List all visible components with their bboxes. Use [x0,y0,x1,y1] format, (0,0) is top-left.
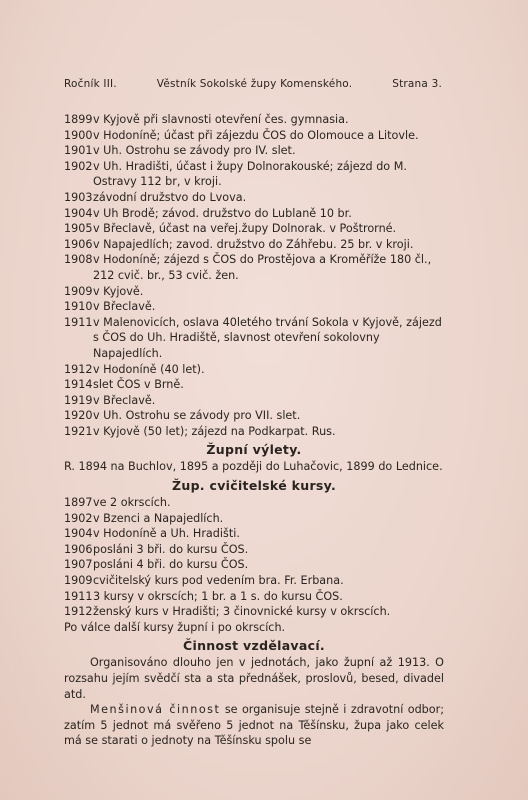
education-paragraph-2 [64,702,444,749]
entry-year: 1906 [64,542,93,556]
education-paragraph-2-rest: se organisuje stejně i zdravotní odbor; zatím 5 jednot má svěřeno 5 jednot na Těšínsku, župa jako celek má se starati o jednoty na Těšínsku spolu se [64,703,444,748]
volume-label: Ročník III. [64,78,117,90]
entry-year: 1909 [64,284,93,298]
course-entry [64,573,444,589]
entry-text: v Kyjově (50 let); zájezd na Podkarpat. Rus. [93,424,336,438]
chronicle-entry [64,315,444,362]
entry-year: 1920 [64,409,93,423]
chronicle-entry [64,159,444,190]
section-heading-education: Činnost vzdělavací. [183,638,325,654]
entry-year: 1910 [64,300,93,314]
chronicle-entry [64,252,444,283]
education-paragraph-1: Organisováno dlouho jen v jednotách, jako župní až 1913. O rozsahu jejím svědčí sta a sta přednášek, proslovů, besed, divadel atd. [64,656,444,701]
entry-text: v Břeclavě, účast na veřej.župy Dolnorak. v Poštrorné. [93,222,397,236]
entry-text: v Hodoníně; účast při zájezdu ČOS do Olomouce a Litovle. [93,128,419,142]
entry-text: závodní družstvo do Lvova. [93,190,247,204]
entry-year: 1902 [64,159,93,173]
entry-text: v Hodoníně; zájezd s ČOS do Prostějova a Kroměříže 180 čl., 212 cvič. br., 53 cvič. žen. [93,253,432,282]
entry-year: 1911 [64,315,93,329]
course-entry [64,589,444,605]
chronicle-entry [64,206,444,222]
entry-year: 1899 [64,113,93,126]
chronicle-entry [64,284,444,300]
course-entry [64,542,444,558]
entry-year: 1905 [64,222,93,236]
courses-after-text: Po válce další kursy župní i po okrscích. [64,620,286,634]
entry-text: ženský kurs v Hradišti; 3 činovnické kursy v okrscích. [93,605,391,619]
entry-year: 1908 [64,253,93,267]
course-entry [64,604,444,620]
entry-text: 3 kursy v okrscích; 1 br. a 1 s. do kursu ČOS. [93,589,343,603]
entry-text: v Hodoníně (40 let). [93,362,205,376]
entry-year: 1897 [64,496,93,510]
entry-text: v Břeclavě. [93,300,156,314]
entry-text: v Uh. Ostrohu se závody pro IV. slet. [93,144,296,158]
course-entry [64,526,444,542]
entry-text: v Břeclavě. [93,393,156,407]
entry-text: v Malenovicích, oslava 40letého trvání Sokola v Kyjově, zájezd s ČOS do Uh. Hradiště, slavnost otevření sokolovny Napajedlích. [93,315,442,360]
entry-text: posláni 4 bři. do kursu ČOS. [93,558,249,572]
entry-text: v Uh. Ostrohu se závody pro VII. slet. [93,409,301,423]
entry-year: 1912 [64,362,93,376]
entry-year: 1921 [64,424,93,438]
course-entry [64,557,444,573]
page-number: Strana 3. [392,78,442,90]
chronicle-entry [64,299,444,315]
entry-year: 1907 [64,558,93,572]
entry-text: v Hodoníně a Uh. Hradišti. [93,527,240,541]
entry-year: 1919 [64,393,93,407]
entry-text: cvičitelský kurs pod vedením bra. Fr. Erbana. [93,574,344,588]
entry-year: 1906 [64,237,93,251]
entry-text: v Bzenci a Napajedlích. [93,511,224,525]
entry-text: ve 2 okrscích. [93,496,171,510]
chronicle-entry [64,408,444,424]
entry-text: v Napajedlích; zavod. družstvo do Záhřebu. 25 br. v kroji. [93,237,414,251]
trips-text: R. 1894 na Buchlov, 1895 a později do Luhačovic, 1899 do Lednice. [64,460,443,474]
running-header [64,78,442,90]
entry-text: v Kyjově. [93,284,144,298]
course-entry [64,495,444,511]
section-heading-courses: Žup. cvičitelské kursy. [172,478,336,494]
section-heading-trips: Župní výlety. [206,442,302,458]
entry-year: 1912 [64,605,93,619]
entry-year: 1900 [64,128,93,142]
chronicle-entry [64,377,444,393]
entry-text: v Kyjově při slavnosti otevření čes. gymnasia. [93,113,349,126]
entry-text: slet ČOS v Brně. [93,378,184,392]
chronicle-entry [64,221,444,237]
entry-year: 1911 [64,589,93,603]
chronicle-entry [64,393,444,409]
chronicle-entry [64,128,444,144]
entry-year: 1901 [64,144,93,158]
entry-text: v Uh. Hradišti, účast i župy Dolnorakouské; zájezd do M. Ostravy 112 br, v kroji. [93,159,407,189]
minority-activity-term: Menšinová činnost [90,703,221,717]
entry-text: v Uh Brodě; závod. družstvo do Lublaně 10 br. [93,206,352,220]
article-body [64,112,444,749]
entry-year: 1903 [64,190,93,204]
entry-year: 1909 [64,574,93,588]
chronicle-list [64,112,444,439]
chronicle-entry [64,190,444,206]
entry-year: 1904 [64,527,93,541]
chronicle-entry [64,362,444,378]
chronicle-entry [64,112,444,128]
chronicle-entry [64,424,444,440]
journal-title: Věstník Sokolské župy Komenského. [156,78,353,90]
entry-text: posláni 3 bři. do kursu ČOS. [93,542,249,556]
chronicle-entry [64,237,444,253]
entry-year: 1902 [64,511,93,525]
courses-list [64,495,444,620]
entry-year: 1904 [64,206,93,220]
entry-year: 1914 [64,378,93,392]
course-entry [64,511,444,527]
chronicle-entry [64,143,444,159]
